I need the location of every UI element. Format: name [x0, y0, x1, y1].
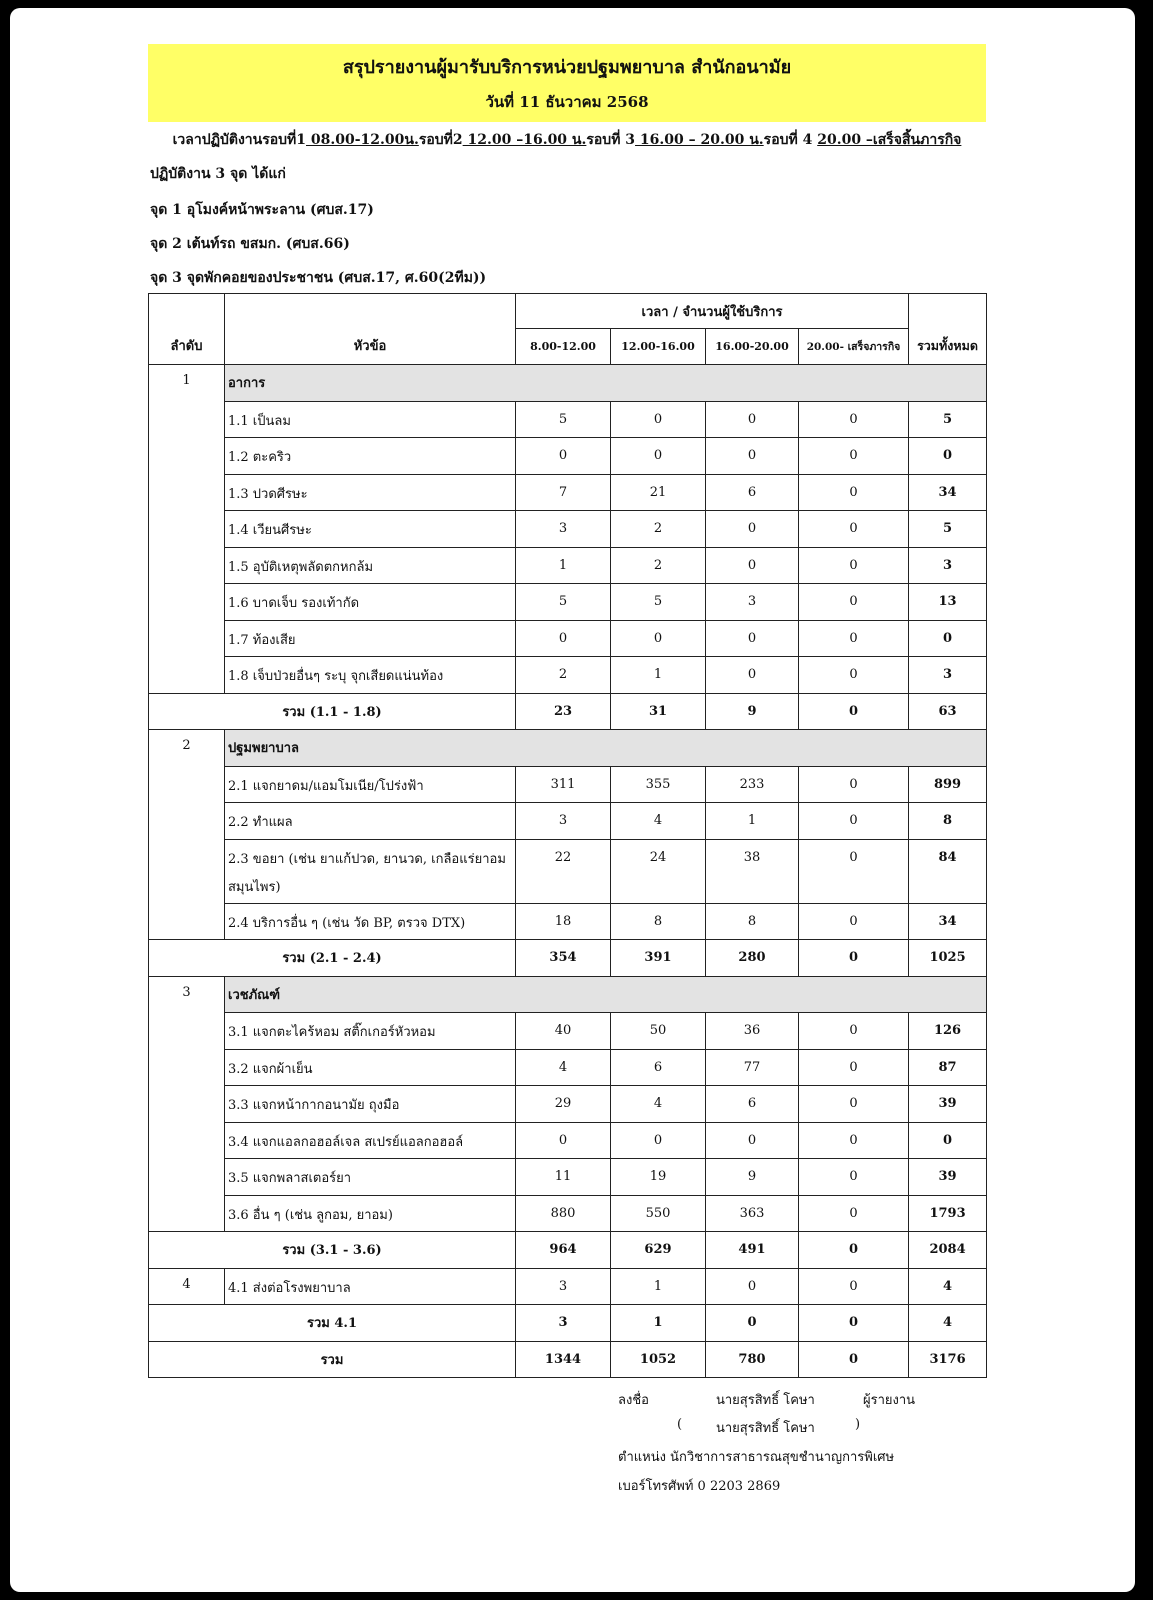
row-value: 0	[799, 511, 909, 548]
row-value: 0	[799, 657, 909, 694]
row-value: 0	[706, 657, 799, 694]
points-intro: ปฏิบัติงาน 3 จุด ได้แก่	[150, 166, 286, 182]
row-value: 6	[611, 1049, 706, 1086]
col-total-header: รวมทั้งหมด	[909, 294, 987, 365]
row-value: 5	[909, 511, 987, 548]
row-value: 0	[799, 584, 909, 621]
grand-total-label: รวม	[149, 1341, 516, 1378]
col-t1-header: 8.00-12.00	[516, 329, 611, 365]
row-value: 1	[611, 1268, 706, 1305]
table-row	[149, 1086, 987, 1123]
row-label: 1.2 ตะคริว	[225, 438, 516, 475]
table-row	[149, 1122, 987, 1159]
shift4-time: 20.00 –เสร็จสิ้นภารกิจ	[817, 132, 962, 148]
subtotal-value: 0	[799, 1232, 909, 1269]
sign-label: ลงชื่อ	[618, 1393, 649, 1408]
shift-prefix: เวลาปฏิบัติงานรอบที่1	[172, 132, 307, 148]
col-seq-header: ลำดับ	[149, 294, 225, 365]
title-banner	[148, 44, 986, 122]
subtotal-row	[149, 1305, 987, 1342]
row-label: 2.4 บริการอื่น ๆ (เช่น วัด BP, ตรวจ DTX)	[225, 903, 516, 940]
report-date: วันที่ 11 ธันวาคม 2568	[485, 93, 649, 111]
row-label: 4.1 ส่งต่อโรงพยาบาล	[225, 1268, 516, 1305]
subtotal-value: 491	[706, 1232, 799, 1269]
row-value: 2	[516, 657, 611, 694]
row-value: 0	[611, 1122, 706, 1159]
table-row	[149, 657, 987, 694]
row-value: 8	[706, 903, 799, 940]
section-seq: 4	[149, 1268, 225, 1305]
row-value: 0	[516, 438, 611, 475]
subtotal-value: 280	[706, 940, 799, 977]
row-value: 0	[799, 401, 909, 438]
row-value: 1	[516, 547, 611, 584]
subtotal-label: รวม (1.1 - 1.8)	[149, 693, 516, 730]
row-value: 1	[611, 657, 706, 694]
row-value: 880	[516, 1195, 611, 1232]
section-title: อาการ	[225, 365, 987, 402]
row-label: 1.1 เป็นลม	[225, 401, 516, 438]
table-row	[149, 401, 987, 438]
row-value: 899	[909, 766, 987, 803]
table-row	[149, 1049, 987, 1086]
row-label: 3.4 แจกแอลกอฮอล์เจล สเปรย์แอลกอฮอล์	[225, 1122, 516, 1159]
grand-total-value: 3176	[909, 1341, 987, 1378]
row-value: 550	[611, 1195, 706, 1232]
shift3-time: 16.00 – 20.00 น.	[635, 132, 764, 148]
row-value: 0	[516, 620, 611, 657]
table-row	[149, 839, 987, 903]
row-value: 0	[706, 438, 799, 475]
shift4-prefix: รอบที่ 4	[763, 132, 818, 148]
row-value: 50	[611, 1013, 706, 1050]
row-value: 233	[706, 766, 799, 803]
row-value: 126	[909, 1013, 987, 1050]
row-value: 5	[516, 584, 611, 621]
row-value: 6	[706, 1086, 799, 1123]
row-value: 34	[909, 903, 987, 940]
row-value: 4	[909, 1268, 987, 1305]
row-value: 0	[611, 438, 706, 475]
row-value: 0	[909, 1122, 987, 1159]
grand-total-row	[149, 1341, 987, 1378]
row-value: 3	[516, 511, 611, 548]
table-row	[149, 1195, 987, 1232]
paren-close: )	[855, 1417, 861, 1432]
row-value: 0	[799, 438, 909, 475]
col-topic-header: หัวข้อ	[225, 294, 516, 365]
row-value: 0	[799, 1195, 909, 1232]
col-time-group-header: เวลา / จำนวนผู้ใช้บริการ	[516, 294, 909, 329]
shift-times	[148, 129, 986, 151]
row-value: 3	[909, 657, 987, 694]
subtotal-value: 31	[611, 693, 706, 730]
subtotal-value: 0	[799, 940, 909, 977]
row-value: 0	[706, 511, 799, 548]
table-row	[149, 766, 987, 803]
subtotal-label: รวม (3.1 - 3.6)	[149, 1232, 516, 1269]
subtotal-value: 391	[611, 940, 706, 977]
row-label: 3.6 อื่น ๆ (เช่น ลูกอม, ยาอม)	[225, 1195, 516, 1232]
row-value: 0	[611, 401, 706, 438]
row-value: 0	[706, 620, 799, 657]
row-value: 0	[799, 1013, 909, 1050]
row-value: 0	[706, 401, 799, 438]
subtotal-row	[149, 1232, 987, 1269]
point-3: จุด 3 จุดพักคอยของประชาชน (ศบส.17, ศ.60(2ทีม))	[150, 270, 487, 286]
point-1: จุด 1 อุโมงค์หน้าพระลาน (ศบส.17)	[150, 202, 374, 218]
row-value: 0	[799, 1086, 909, 1123]
row-value: 0	[909, 438, 987, 475]
subtotal-row	[149, 693, 987, 730]
subtotal-value: 0	[799, 693, 909, 730]
row-value: 0	[799, 839, 909, 903]
row-value: 39	[909, 1086, 987, 1123]
row-value: 40	[516, 1013, 611, 1050]
col-t4-header: 20.00- เสร็จภารกิจ	[799, 329, 909, 365]
row-value: 0	[799, 1122, 909, 1159]
section-title: เวชภัณฑ์	[225, 976, 987, 1013]
table-row	[149, 547, 987, 584]
row-value: 2	[611, 547, 706, 584]
row-value: 4	[611, 1086, 706, 1123]
row-label: 2.2 ทำแผล	[225, 803, 516, 840]
row-value: 36	[706, 1013, 799, 1050]
section-row	[149, 976, 987, 1013]
shift1-time: 08.00-12.00น.	[306, 132, 419, 148]
row-value: 8	[611, 903, 706, 940]
table-row	[149, 903, 987, 940]
row-value: 8	[909, 803, 987, 840]
table-row	[149, 511, 987, 548]
table-row	[149, 584, 987, 621]
row-value: 0	[706, 1122, 799, 1159]
subtotal-value: 1	[611, 1305, 706, 1342]
row-value: 29	[516, 1086, 611, 1123]
subtotal-value: 63	[909, 693, 987, 730]
section-row	[149, 730, 987, 767]
section-row	[149, 365, 987, 402]
subtotal-value: 0	[799, 1305, 909, 1342]
row-value: 1	[706, 803, 799, 840]
row-label: 1.3 ปวดศีรษะ	[225, 474, 516, 511]
row-value: 0	[799, 474, 909, 511]
grand-total-value: 1344	[516, 1341, 611, 1378]
row-value: 38	[706, 839, 799, 903]
subtotal-value: 629	[611, 1232, 706, 1269]
grand-total-value: 1052	[611, 1341, 706, 1378]
subtotal-value: 964	[516, 1232, 611, 1269]
row-value: 77	[706, 1049, 799, 1086]
row-value: 7	[516, 474, 611, 511]
row-label: 1.5 อุบัติเหตุพลัดตกหกล้ม	[225, 547, 516, 584]
grand-total-value: 0	[799, 1341, 909, 1378]
section-seq: 1	[149, 365, 225, 694]
row-value: 1793	[909, 1195, 987, 1232]
row-value: 311	[516, 766, 611, 803]
shift3-prefix: รอบที่ 3	[586, 132, 636, 148]
row-value: 5	[909, 401, 987, 438]
subtotal-value: 354	[516, 940, 611, 977]
row-value: 84	[909, 839, 987, 903]
signer-position: ตำแหน่ง นักวิชาการสาธารณสุขชำนาญการพิเศษ	[618, 1450, 895, 1465]
section-seq: 2	[149, 730, 225, 940]
shift2-time: 12.00 –16.00 น.	[462, 132, 587, 148]
row-value: 0	[799, 1159, 909, 1196]
service-table	[148, 293, 987, 1378]
table-row	[149, 1013, 987, 1050]
row-value: 363	[706, 1195, 799, 1232]
subtotal-label: รวม (2.1 - 2.4)	[149, 940, 516, 977]
report-title: สรุปรายงานผู้มารับบริการหน่วยปฐมพยาบาล สำนักอนามัย	[342, 57, 792, 78]
row-value: 3	[706, 584, 799, 621]
row-value: 3	[909, 547, 987, 584]
row-value: 3	[516, 1268, 611, 1305]
row-value: 0	[516, 1122, 611, 1159]
table-row	[149, 1159, 987, 1196]
subtotal-row	[149, 940, 987, 977]
row-label: 3.1 แจกตะไคร้หอม สติ๊กเกอร์หัวหอม	[225, 1013, 516, 1050]
paren-name: นายสุรสิทธิ์ โคษา	[716, 1421, 815, 1436]
table-row	[149, 1268, 987, 1305]
row-value: 0	[611, 620, 706, 657]
col-t2-header: 12.00-16.00	[611, 329, 706, 365]
reporter-label: ผู้รายงาน	[863, 1393, 916, 1408]
row-value: 0	[799, 903, 909, 940]
row-value: 11	[516, 1159, 611, 1196]
section-title: ปฐมพยาบาล	[225, 730, 987, 767]
point-2: จุด 2 เต้นท์รถ ขสมก. (ศบส.66)	[150, 236, 350, 252]
table-row	[149, 803, 987, 840]
subtotal-value: 3	[516, 1305, 611, 1342]
row-label: 3.3 แจกหน้ากากอนามัย ถุงมือ	[225, 1086, 516, 1123]
row-value: 0	[799, 1268, 909, 1305]
row-value: 9	[706, 1159, 799, 1196]
shift2-prefix: รอบที่2	[418, 132, 463, 148]
row-label: 2.1 แจกยาดม/แอมโมเนีย/โปร่งฟ้า	[225, 766, 516, 803]
row-label: 1.8 เจ็บป่วยอื่นๆ ระบุ จุกเสียดแน่นท้อง	[225, 657, 516, 694]
row-value: 5	[516, 401, 611, 438]
row-value: 0	[909, 620, 987, 657]
document-page	[10, 8, 1135, 1592]
row-value: 22	[516, 839, 611, 903]
col-t3-header: 16.00-20.00	[706, 329, 799, 365]
row-value: 4	[516, 1049, 611, 1086]
subtotal-value: 2084	[909, 1232, 987, 1269]
row-value: 21	[611, 474, 706, 511]
table-row	[149, 620, 987, 657]
row-label: 1.4 เวียนศีรษะ	[225, 511, 516, 548]
row-value: 87	[909, 1049, 987, 1086]
table-row	[149, 438, 987, 475]
subtotal-label: รวม 4.1	[149, 1305, 516, 1342]
subtotal-value: 4	[909, 1305, 987, 1342]
section-seq: 3	[149, 976, 225, 1232]
row-value: 24	[611, 839, 706, 903]
subtotal-value: 23	[516, 693, 611, 730]
grand-total-value: 780	[706, 1341, 799, 1378]
row-value: 6	[706, 474, 799, 511]
row-value: 34	[909, 474, 987, 511]
subtotal-value: 0	[706, 1305, 799, 1342]
row-value: 39	[909, 1159, 987, 1196]
table-row	[149, 474, 987, 511]
row-value: 0	[799, 803, 909, 840]
signer-phone: เบอร์โทรศัพท์ 0 2203 2869	[618, 1479, 781, 1494]
row-value: 0	[799, 766, 909, 803]
row-label: 1.7 ท้องเสีย	[225, 620, 516, 657]
paren-open: (	[677, 1417, 683, 1432]
subtotal-value: 9	[706, 693, 799, 730]
table-body	[149, 365, 987, 1378]
row-value: 3	[516, 803, 611, 840]
row-value: 0	[799, 1049, 909, 1086]
row-value: 0	[706, 1268, 799, 1305]
row-label: 1.6 บาดเจ็บ รองเท้ากัด	[225, 584, 516, 621]
row-label: 3.2 แจกผ้าเย็น	[225, 1049, 516, 1086]
row-label: 2.3 ขอยา (เช่น ยาแก้ปวด, ยานวด, เกลือแร่ยาอมสมุนไพร)	[225, 839, 516, 903]
row-value: 0	[799, 547, 909, 584]
row-value: 0	[799, 620, 909, 657]
row-value: 5	[611, 584, 706, 621]
row-value: 2	[611, 511, 706, 548]
row-value: 4	[611, 803, 706, 840]
signer-name: นายสุรสิทธิ์ โคษา	[716, 1393, 815, 1408]
row-value: 355	[611, 766, 706, 803]
row-value: 13	[909, 584, 987, 621]
row-value: 19	[611, 1159, 706, 1196]
row-value: 0	[706, 547, 799, 584]
row-value: 18	[516, 903, 611, 940]
row-label: 3.5 แจกพลาสเตอร์ยา	[225, 1159, 516, 1196]
subtotal-value: 1025	[909, 940, 987, 977]
